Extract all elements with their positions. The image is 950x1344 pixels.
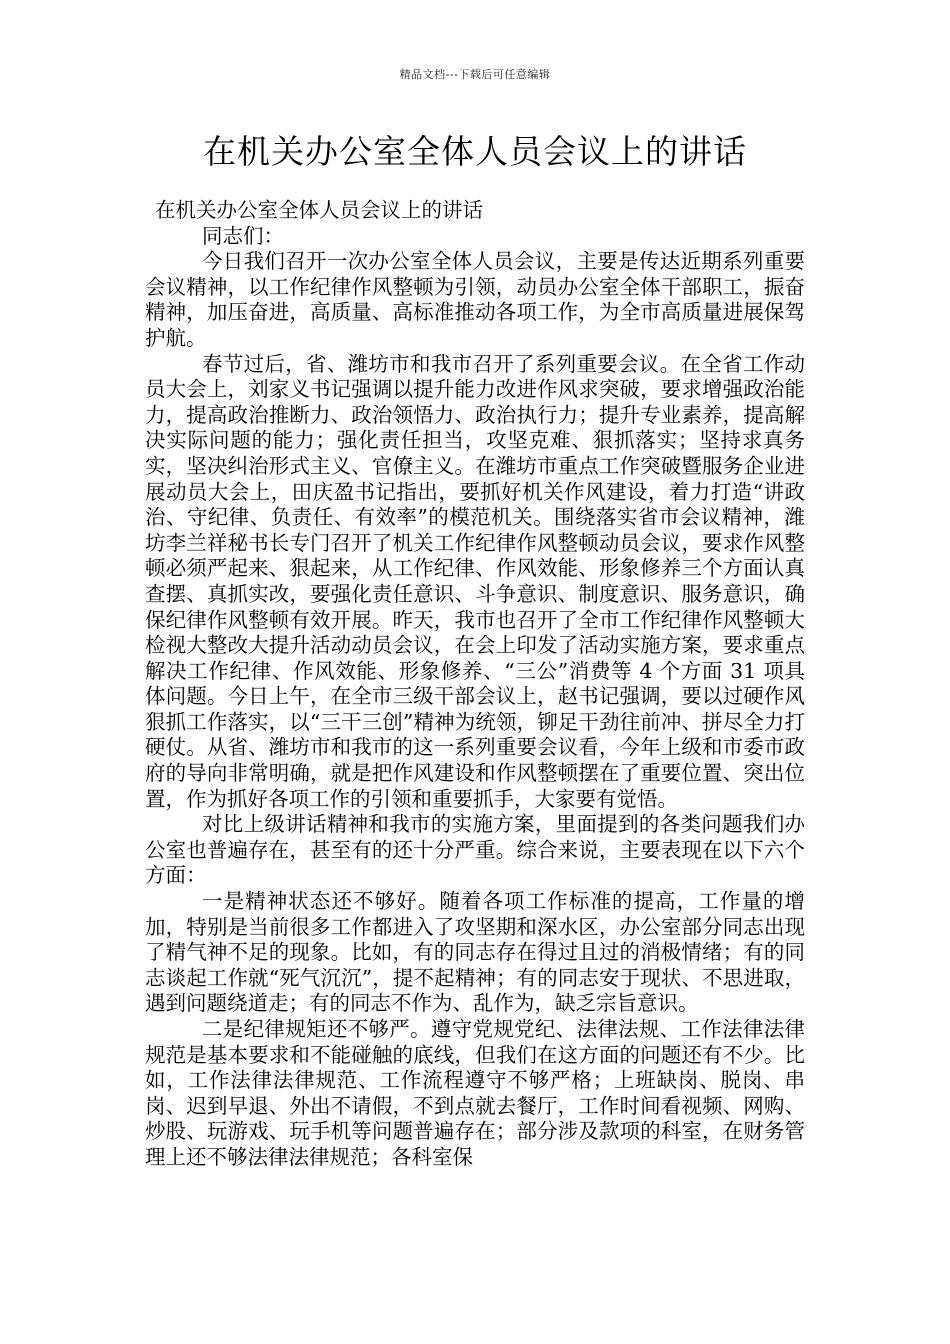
document-subtitle: 在机关办公室全体人员会议上的讲话 [155,198,483,222]
header-note: 精品文档---下载后可任意编辑 [399,68,551,81]
greeting: 同志们： [202,223,284,248]
paragraph-3: 对比上级讲话精神和我市的实施方案，里面提到的各类问题我们办公室也普遍存在，甚至有的还十分严重。综合来说，主要表现在以下六个方面： [145,812,805,888]
paragraph-2: 春节过后，省、潍坊市和我市召开了系列重要会议。在全省工作动员大会上，刘家义书记强调以提升能力改进作风求突破，要求增强政治能力，提高政治推断力、政治领悟力、政治执行力；提升专业素养，提高解决实际问题的能力；强化责任担当，攻坚克难、狠抓落实；坚持求真务实，坚决纠治形式主义、官僚主义。在潍坊市重点工作突破暨服务企业进展动员大会上，田庆盈书记指出，要抓好机关作风建设，着力打造“讲政治、守纪律、负责任、有效率”的模范机关。围绕落实省市会议精神，潍坊李兰祥秘书长专门召开了机关工作纪律作风整顿动员会议，要求作风整顿必须严起来、狠起来，从工作纪律、作风效能、形象修养三个方面认真查摆、真抓实改，要强化责任意识、斗争意识、制度意识、服务意识，确保纪律作风整顿有效开展。昨天，我市也召开了全市工作纪律作风整顿大检视大整改大提升活动动员会议，在会上印发了活动实施方案，要求重点解决工作纪律、作风效能、形象修养、“三公”消费等 4 个方面 31 项具体问题。今日上午，在全市三级干部会议上，赵书记强调，要以过硬作风狠抓工作落实，以“三干三创”精神为统领，铆足干劲往前冲、拼尽全力打硬仗。从省、潍坊市和我市的这一系列重要会议看，今年上级和市委市政府的导向非常明确，就是把作风建设和作风整顿摆在了重要位置、突出位置，作为抓好各项工作的引领和重要抓手，大家要有觉悟。 [145,351,805,811]
paragraph-4: 一是精神状态还不够好。随着各项工作标准的提高，工作量的增加，特别是当前很多工作都进入了攻坚期和深水区，办公室部分同志出现了精气神不足的现象。比如，有的同志存在得过且过的消极情绪；有的同志谈起工作就“死气沉沉”，提不起精神；有的同志安于现状、不思进取，遇到问题绕道走；有的同志不作为、乱作为，缺乏宗旨意识。 [145,889,805,1016]
paragraph-1: 今日我们召开一次办公室全体人员会议，主要是传达近期系列重要会议精神，以工作纪律作风整顿为引领，动员办公室全体干部职工，振奋精神，加压奋进，高质量、高标准推动各项工作，为全市高质量进展保驾护航。 [145,249,805,350]
document-title: 在机关办公室全体人员会议上的讲话 [203,132,747,171]
paragraph-5: 二是纪律规矩还不够严。遵守党规党纪、法律法规、工作法律法律规范是基本要求和不能碰触的底线，但我们在这方面的问题还有不少。比如，工作法律法律规范、工作流程遵守不够严格；上班缺岗、脱岗、串岗、迟到早退、外出不请假，不到点就去餐厅，工作时间看视频、网购、炒股、玩游戏、玩手机等问题普遍存在；部分涉及款项的科室，在财务管理上还不够法律法律规范；各科室保 [145,1017,805,1169]
document-body [145,198,805,1171]
